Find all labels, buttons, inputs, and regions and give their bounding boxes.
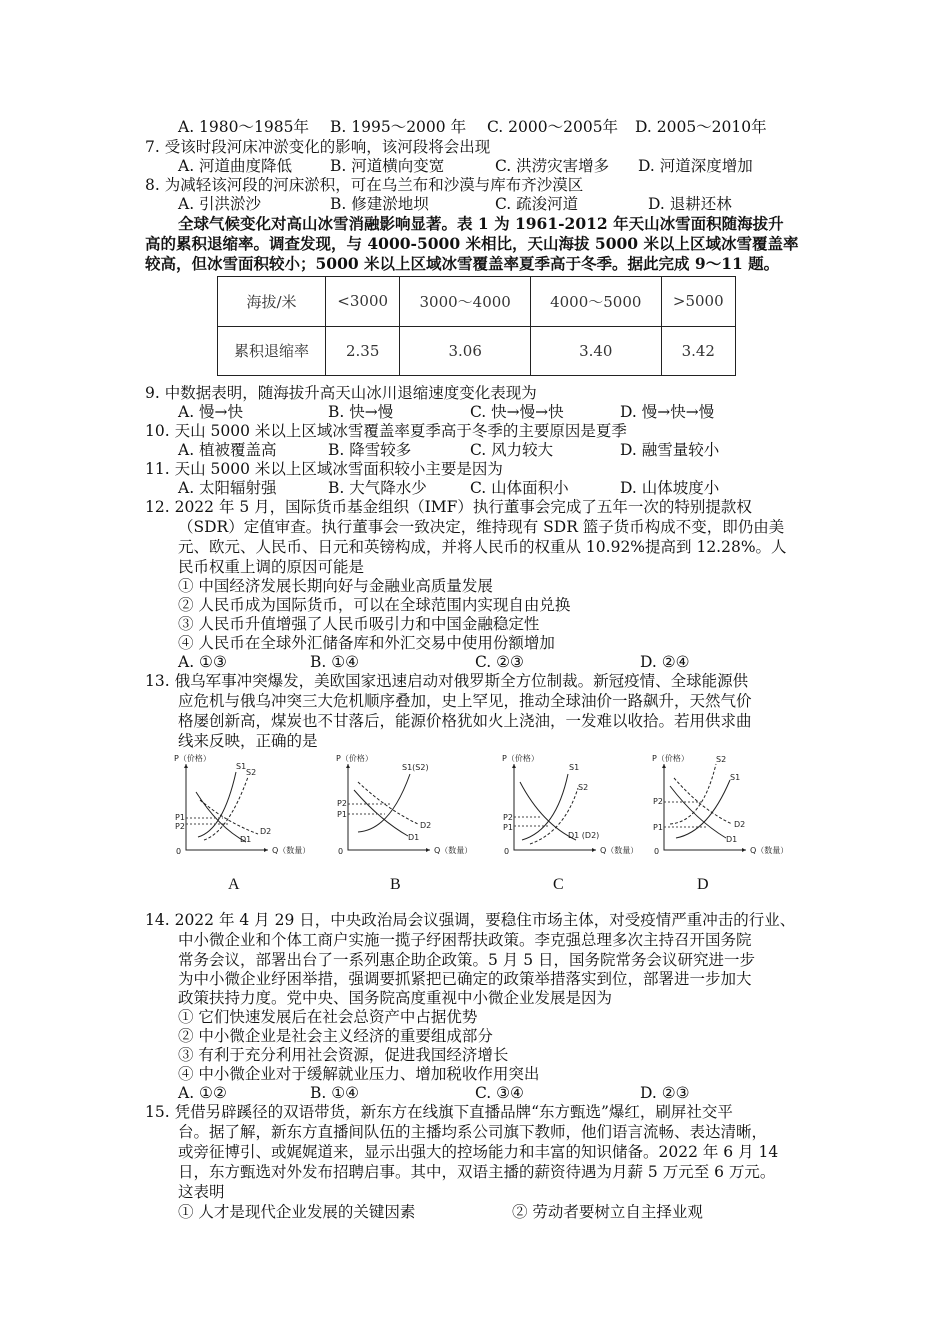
q14-item-4: ④ 中小微企业对于缓解就业压力、增加税收作用突出: [178, 1065, 540, 1083]
table-cell: 3.42: [661, 326, 735, 376]
graph-a-p-axis-label: P（价格）: [174, 754, 211, 763]
graph-a-p2: P2: [175, 822, 185, 831]
q8-opt-a[interactable]: A. 引洪淤沙: [178, 195, 262, 213]
graph-d-s2: S2: [716, 755, 727, 764]
q8-opt-c[interactable]: C. 疏浚河道: [495, 195, 579, 213]
q9-opt-a[interactable]: A. 慢→快: [178, 403, 244, 421]
q14-line-4: 为中小微企业纾困举措，强调要抓紧把已确定的政策举措落实到位，部署进一步加大: [178, 970, 752, 988]
q14-opt-c[interactable]: C. ③④: [475, 1084, 524, 1102]
graph-b-p1: P1: [337, 810, 347, 819]
graph-b-p2: P2: [337, 799, 347, 808]
graph-d-origin: 0: [654, 847, 660, 856]
q15-line-3: 或旁征博引、或娓娓道来，显示出强大的控场能力和丰富的知识储备。2022 年 6 月 14: [178, 1143, 779, 1161]
q10-opt-b[interactable]: B. 降雪较多: [328, 441, 412, 459]
q14-opt-a[interactable]: A. ①②: [178, 1084, 227, 1102]
q8-opt-d[interactable]: D. 退耕还林: [648, 195, 732, 213]
graph-c-s1: S1: [569, 763, 580, 772]
graph-c-p2: P2: [503, 813, 513, 822]
q7-opt-c[interactable]: C. 洪涝灾害增多: [495, 157, 610, 175]
graph-b-demand-2: [358, 782, 418, 824]
graph-a[interactable]: [168, 752, 318, 862]
q8-opt-b[interactable]: B. 修建淤地坝: [330, 195, 429, 213]
graph-c-q-axis-label: Q（数量）: [600, 846, 639, 855]
q10-opt-a[interactable]: A. 植被覆盖高: [178, 441, 277, 459]
graph-a-supply-2: [204, 777, 248, 840]
q6-opt-a[interactable]: A. 1980～1985年: [178, 118, 309, 136]
q6-opt-b[interactable]: B. 1995～2000 年: [330, 118, 467, 136]
graph-a-p1: P1: [175, 813, 185, 822]
q13-line-3: 格屡创新高，煤炭也不甘落后，能源价格犹如火上浇油，一发难以收拾。若用供求曲: [178, 712, 752, 730]
q12-item-2: ② 人民币成为国际货币，可以在全球范围内实现自由兑换: [178, 596, 571, 614]
table-header-cell: <3000: [325, 277, 399, 327]
q9-opt-b[interactable]: B. 快→慢: [328, 403, 394, 421]
q11-opt-d[interactable]: D. 山体坡度小: [620, 479, 720, 497]
graph-c-p-axis-label: P（价格）: [502, 754, 539, 763]
q9-stem: 9. 中数据表明，随海拔升高天山冰川退缩速度变化表现为: [145, 384, 537, 402]
passage-line-2: 高的累积退缩率。调查发现，与 4000-5000 米相比，天山海拔 5000 米以上区域冰雪覆盖率: [145, 234, 799, 253]
retreat-rate-table: [217, 276, 736, 376]
graph-b-q-axis-label: Q（数量）: [434, 846, 473, 855]
q6-opt-c[interactable]: C. 2000～2005年: [487, 118, 619, 136]
q7-opt-a[interactable]: A. 河道曲度降低: [178, 157, 293, 175]
q14-item-3: ③ 有利于充分利用社会资源，促进我国经济增长: [178, 1046, 509, 1064]
graph-c-d: D1 (D2): [568, 831, 600, 840]
graph-a-q-axis-label: Q（数量）: [272, 846, 311, 855]
graph-d-p2: P2: [653, 797, 663, 806]
q14-line-3: 常务会议，部署出台了一系列惠企助企政策。5 月 5 日，国务院常务会议研究进一步: [178, 951, 756, 969]
q14-opt-b[interactable]: B. ①④: [310, 1084, 360, 1102]
q12-line-3: 元、欧元、人民币、日元和英镑构成，并将人民币的权重从 10.92%提高到 12.28%。人: [178, 538, 787, 556]
graph-a-supply-1: [198, 772, 236, 837]
q11-opt-b[interactable]: B. 大气降水少: [328, 479, 427, 497]
q10-opt-d[interactable]: D. 融雪量较小: [620, 441, 720, 459]
graph-d-p1: P1: [653, 823, 663, 832]
table-row-label: 累积退缩率: [218, 326, 326, 376]
q12-opt-c[interactable]: C. ②③: [475, 653, 524, 671]
q15-line-5: 这表明: [178, 1183, 225, 1201]
table-header-cell: >5000: [661, 277, 735, 327]
table-header-row: [218, 277, 736, 327]
q10-opt-c[interactable]: C. 风力较大: [470, 441, 554, 459]
graph-d-p-axis-label: P（价格）: [652, 754, 689, 763]
graph-b-label: B: [390, 876, 401, 893]
graph-a-origin: 0: [176, 847, 182, 856]
q14-item-1: ① 它们快速发展后在社会总资产中占据优势: [178, 1008, 478, 1026]
table-header-cell: 海拔/米: [218, 277, 326, 327]
q12-opt-d[interactable]: D. ②④: [640, 653, 690, 671]
graph-a-label: A: [228, 876, 240, 893]
graph-d-supply-1: [676, 780, 730, 838]
q12-line-1: 12. 2022 年 5 月，国际货币基金组织（IMF）执行董事会完成了五年一次的特别提款权: [145, 498, 752, 516]
q12-item-4: ④ 人民币在全球外汇储备库和外汇交易中使用份额增加: [178, 634, 555, 652]
graph-a-s2: S2: [246, 768, 257, 777]
q11-stem: 11. 天山 5000 米以上区域冰雪面积较小主要是因为: [145, 460, 503, 478]
q7-stem: 7. 受该时段河床冲淤变化的影响，该河段将会出现: [145, 138, 491, 156]
q14-line-1: 14. 2022 年 4 月 29 日，中央政治局会议强调，要稳住市场主体，对受疫情严重冲击的行业、: [145, 911, 796, 929]
q14-line-5: 政策扶持力度。党中央、国务院高度重视中小微企业发展是因为: [178, 989, 613, 1007]
table-header-cell: 4000～5000: [530, 277, 661, 327]
q12-item-3: ③ 人民币升值增强了人民币吸引力和中国金融稳定性: [178, 615, 540, 633]
q13-line-4: 线来反映，正确的是: [178, 732, 318, 750]
graph-d-d1: D1: [726, 835, 738, 844]
graph-b-origin: 0: [338, 847, 344, 856]
graph-a-s1: S1: [236, 762, 247, 771]
q10-stem: 10. 天山 5000 米以上区域冰雪覆盖率夏季高于冬季的主要原因是夏季: [145, 422, 627, 440]
graph-d-s1: S1: [730, 773, 741, 782]
graph-d-d2: D2: [734, 820, 746, 829]
graph-c-supply-1: [522, 774, 568, 840]
q15-item-1: ① 人才是现代企业发展的关键因素: [178, 1203, 416, 1221]
q13-line-1: 13. 俄乌军事冲突爆发，美欧国家迅速启动对俄罗斯全方位制裁。新冠疫情、全球能源供: [145, 672, 749, 690]
graph-b-p-axis-label: P（价格）: [336, 754, 373, 763]
q12-opt-b[interactable]: B. ①④: [310, 653, 360, 671]
graph-c-label: C: [553, 876, 564, 893]
table-cell: 3.40: [530, 326, 661, 376]
graph-d[interactable]: [646, 752, 796, 862]
q14-line-2: 中小微企业和个体工商户实施一揽子纾困帮扶政策。李克强总理多次主持召开国务院: [178, 931, 752, 949]
q15-line-4: 日，东方甄选对外发布招聘启事。其中，双语主播的薪资待遇为月薪 5 万元至 6 万元。: [178, 1163, 776, 1181]
table-row: [218, 326, 736, 376]
q12-opt-a[interactable]: A. ①③: [178, 653, 227, 671]
q7-opt-b[interactable]: B. 河道横向变宽: [330, 157, 445, 175]
graph-b-s: S1(S2): [402, 763, 429, 772]
passage-line-3: 较高，但冰雪面积较小；5000 米以上区域冰雪覆盖率夏季高于冬季。据此完成 9～11 题。: [145, 254, 780, 273]
graph-b-d1: D1: [408, 833, 420, 842]
q11-opt-a[interactable]: A. 太阳辐射强: [178, 479, 277, 497]
graph-c-p1: P1: [503, 823, 513, 832]
graph-b[interactable]: [330, 752, 480, 862]
q14-opt-d[interactable]: D. ②③: [640, 1084, 690, 1102]
q11-opt-c[interactable]: C. 山体面积小: [470, 479, 569, 497]
q13-line-2: 应危机与俄乌冲突三大危机顺序叠加，史上罕见，推动全球油价一路飙升，天然气价: [178, 692, 752, 710]
passage-line-1: 全球气候变化对高山冰雪消融影响显著。表 1 为 1961-2012 年天山冰雪面积随海拔升: [178, 214, 784, 233]
graph-a-demand-2: [200, 800, 258, 834]
graph-d-label: D: [697, 876, 709, 893]
q9-opt-c[interactable]: C. 快→慢→快: [470, 403, 564, 421]
q8-stem: 8. 为减轻该河段的河床淤积，可在乌兰布和沙漠与库布齐沙漠区: [145, 176, 584, 194]
q15-item-2: ② 劳动者要树立自主择业观: [512, 1203, 703, 1221]
graph-d-q-axis-label: Q（数量）: [750, 846, 789, 855]
q9-opt-d[interactable]: D. 慢→快→慢: [620, 403, 715, 421]
arrow-icon: [184, 764, 268, 852]
graph-d-demand-1: [670, 786, 726, 838]
graph-c-origin: 0: [504, 847, 510, 856]
table-header-cell: 3000～4000: [400, 277, 531, 327]
q12-line-2: （SDR）定值审查。执行董事会一致决定，维持现有 SDR 篮子货币构成不变，即仍由美: [178, 518, 785, 536]
table-cell: 3.06: [400, 326, 531, 376]
q12-item-1: ① 中国经济发展长期向好与金融业高质量发展: [178, 577, 493, 595]
q15-line-1: 15. 凭借另辟蹊径的双语带货，新东方在线旗下直播品牌“东方甄选”爆红，刷屏社交平: [145, 1103, 733, 1121]
q6-opt-d[interactable]: D. 2005～2010年: [635, 118, 767, 136]
q12-line-4: 民币权重上调的原因可能是: [178, 558, 365, 576]
graph-a-d2: D2: [260, 827, 272, 836]
q7-opt-d[interactable]: D. 河道深度增加: [638, 157, 753, 175]
q14-item-2: ② 中小微企业是社会主义经济的重要组成部分: [178, 1027, 493, 1045]
graph-b-d2: D2: [420, 821, 432, 830]
graph-c-s2: S2: [578, 783, 589, 792]
table-cell: 2.35: [325, 326, 399, 376]
graph-a-d1: D1: [240, 835, 252, 844]
graph-c[interactable]: [496, 752, 646, 862]
q15-line-2: 台。据了解，新东方直播间队伍的主播均系公司旗下教师，他们语言流畅、表达清晰，: [178, 1123, 768, 1141]
